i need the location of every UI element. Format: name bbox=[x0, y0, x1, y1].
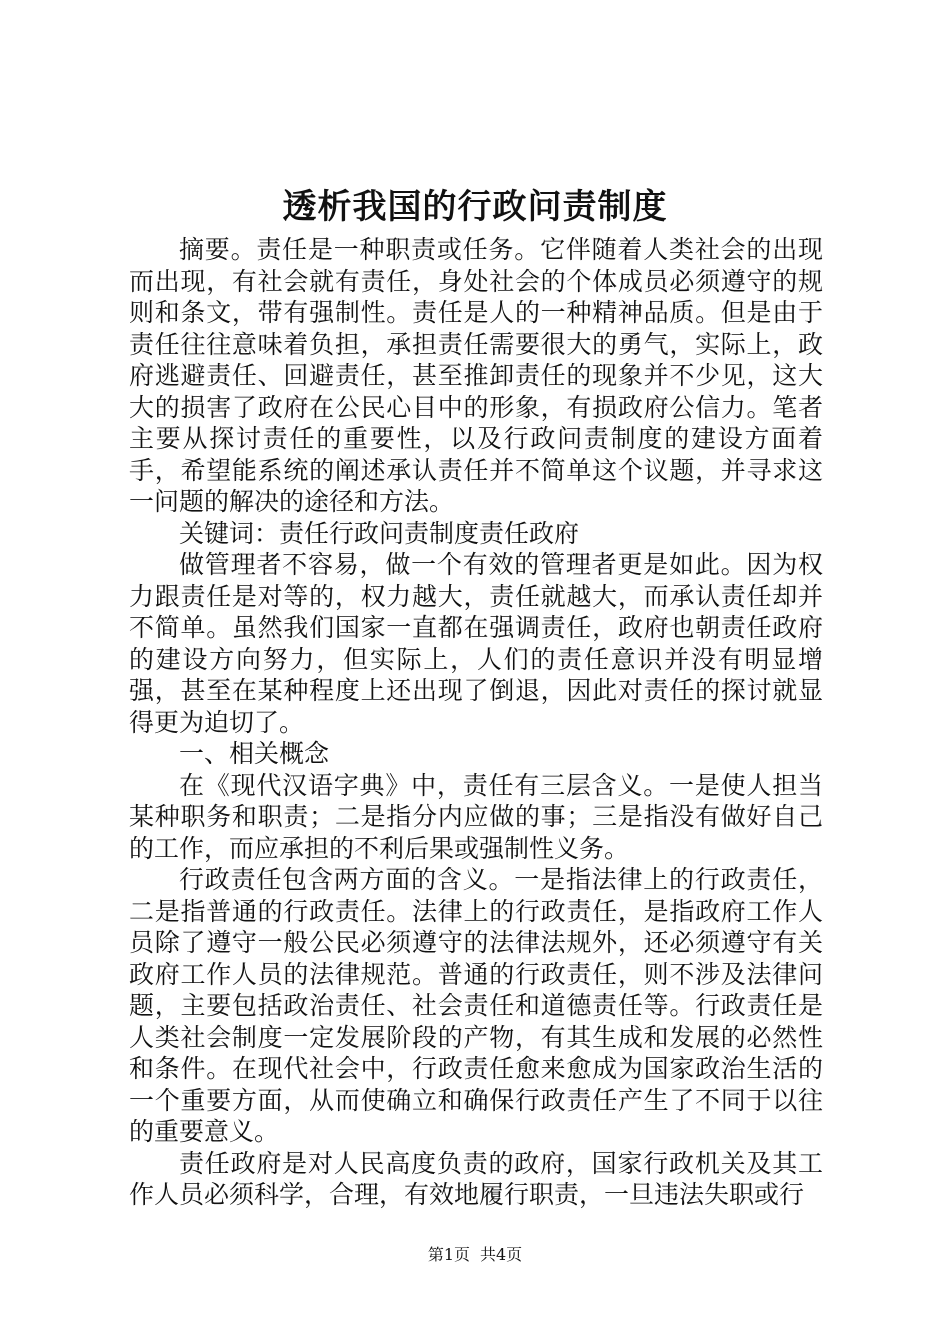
intro-paragraph: 做管理者不容易，做一个有效的管理者更是如此。因为权力跟责任是对等的，权力越大，责任就越大，而承认责任却并不简单。虽然我们国家一直都在强调责任，政府也朝责任政府的建设方向努力，但实际上，人们的责任意识并没有明显增强，甚至在某种程度上还出现了倒退，因此对责任的探讨就显得更为迫切了。 bbox=[129, 550, 823, 737]
definition-paragraph: 在《现代汉语字典》中，责任有三层含义。一是使人担当某种职务和职责；二是指分内应做的事；三是指没有做好自己的工作，而应承担的不利后果或强制性义务。 bbox=[129, 770, 823, 863]
section-heading: 一、相关概念 bbox=[179, 739, 330, 768]
responsible-government-paragraph: 责任政府是对人民高度负责的政府，国家行政机关及其工作人员必须科学，合理，有效地履行职责，一旦违法失职或行 bbox=[129, 1148, 823, 1209]
keywords-paragraph: 关键词：责任行政问责制度责任政府 bbox=[179, 518, 580, 548]
page-number: 第1页 bbox=[427, 1245, 470, 1264]
page-total: 共4页 bbox=[480, 1245, 523, 1264]
document-title: 透析我国的行政问责制度 bbox=[282, 187, 668, 227]
abstract-paragraph: 摘要。责任是一种职责或任务。它伴随着人类社会的出现而出现，有社会就有责任，身处社会的个体成员必须遵守的规则和条文，带有强制性。责任是人的一种精神品质。但是由于责任往往意味着负担，承担责任需要很大的勇气，实际上，政府逃避责任、回避责任，甚至推卸责任的现象并不少见，这大大的损害了政府在公民心目中的形象，有损政府公信力。笔者主要从探讨责任的重要性，以及行政问责制度的建设方面着手，希望能系统的阐述承认责任并不简单这个议题，并寻求这一问题的解决的途径和方法。 bbox=[129, 235, 823, 516]
administrative-responsibility-paragraph: 行政责任包含两方面的含义。一是指法律上的行政责任，二是指普通的行政责任。法律上的行政责任，是指政府工作人员除了遵守一般公民必须遵守的法律法规外，还必须遵守有关政府工作人员的法律规范。普通的行政责任，则不涉及法律问题，主要包括政治责任、社会责任和道德责任等。行政责任是人类社会制度一定发展阶段的产物，有其生成和发展的必然性和条件。在现代社会中，行政责任愈来愈成为国家政治生活的一个重要方面，从而使确立和确保行政责任产生了不同于以往的重要意义。 bbox=[129, 865, 823, 1146]
page-footer bbox=[0, 1244, 950, 1266]
document-body bbox=[129, 234, 823, 1211]
